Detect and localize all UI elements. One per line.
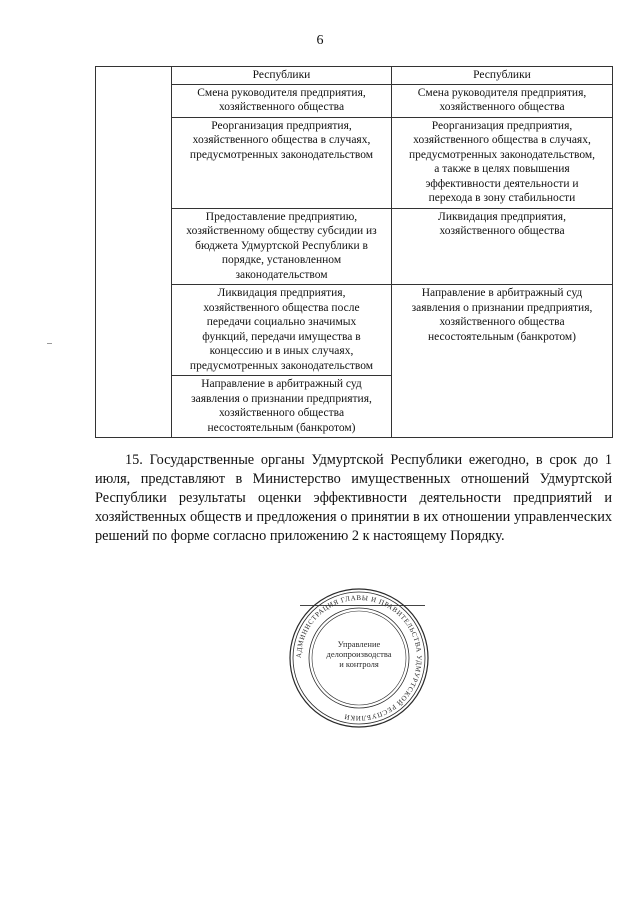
cell-line: хозяйственного общества после (203, 301, 360, 314)
table-row (96, 84, 613, 117)
cell-line: несостоятельным (банкротом) (427, 330, 577, 343)
cell-line: Смена руководителя предприятия, (197, 86, 366, 99)
cell-line: хозяйственного общества в случаях, (192, 134, 371, 146)
cell-line: Направление в арбитражный суд (421, 287, 583, 299)
cell-line: предусмотренных законодательством (189, 148, 374, 161)
margin-mark (47, 343, 52, 344)
cell-line: хозяйственного общества (439, 225, 565, 237)
table-row (96, 208, 613, 285)
table-cell-left (172, 208, 392, 285)
seal-center-text (327, 639, 392, 669)
cell-line: Ликвидация предприятия, (438, 210, 566, 223)
cell-line: хозяйственного общества (218, 407, 345, 419)
measures-table (95, 66, 613, 438)
table-row (96, 117, 613, 208)
seal-center-line: делопроизводства (326, 649, 392, 659)
table-header-row (96, 67, 613, 85)
cell-line: заявления о признании предприятия, (411, 301, 593, 314)
header-right-cell: Республики (392, 67, 613, 85)
cell-line: хозяйственного общества (439, 316, 565, 328)
page-number: 6 (316, 33, 324, 48)
table-row (96, 285, 613, 376)
cell-line: перехода в зону стабильности (428, 192, 576, 204)
cell-line: Реорганизация предприятия, (211, 119, 352, 132)
cell-line: несостоятельным (банкротом) (207, 421, 356, 434)
cell-line: Ликвидация предприятия, (217, 287, 346, 299)
paragraph-text: 15. Государственные органы Удмуртской Республики ежегодно, в срок до 1 июля, представляют в Министерство имущественных отношений Удмуртской Республики результаты оценки эффективности деятельности предприятий и хозяйственных обществ и предложения о принятии в их отношении управленческих решений по форме согласно приложению 2 к настоящему Порядку. (95, 452, 612, 544)
paragraph-15 (95, 451, 612, 546)
table-cell-left (172, 285, 392, 376)
cell-line: бюджета Удмуртской Республики в (195, 239, 368, 252)
cell-line: хозяйственного общества (218, 101, 345, 113)
seal-center-line: и контроля (339, 659, 379, 669)
cell-line: законодательством (235, 268, 328, 281)
table-cell-right (392, 117, 613, 208)
cell-line: порядке, установленном (221, 254, 342, 266)
table-cell-right (392, 376, 613, 438)
table-cell-right (392, 285, 613, 376)
cell-line: Предоставление предприятию, (205, 210, 358, 223)
table-cell-left (172, 376, 392, 438)
table-body (96, 67, 613, 438)
cell-line: передачи социально значимых (206, 316, 357, 328)
seal-ring-text: АДМИНИСТРАЦИЯ ГЛАВЫ И ПРАВИТЕЛЬСТВА УДМУРТСКОЙ РЕСПУБЛИКИ (294, 593, 424, 723)
cell-line: концессию и в иных случаях, (209, 345, 354, 357)
cell-line: Реорганизация предприятия, (431, 119, 573, 132)
table-cell-right (392, 208, 613, 285)
cell-line: заявления о признании предприятия, (191, 392, 372, 405)
cell-line: хозяйственному обществу субсидии из (186, 225, 377, 237)
table-cell-left (172, 117, 392, 208)
cell-line: Смена руководителя предприятия, (417, 86, 587, 99)
cell-line: предусмотренных законодательством, (408, 148, 596, 161)
cell-line: хозяйственного общества (439, 101, 565, 113)
header-left-cell: Республики (172, 67, 392, 85)
table-row (96, 376, 613, 438)
cell-line: Направление в арбитражный суд (201, 378, 362, 390)
cell-line: хозяйственного общества в случаях, (413, 134, 591, 146)
cell-line: а также в целях повышения (434, 163, 570, 175)
empty-left-column (96, 67, 172, 438)
seal-center-line: Управление (337, 639, 381, 649)
cell-line: функций, передачи имущества в (202, 330, 361, 343)
table-cell-left (172, 84, 392, 117)
table-cell-right (392, 84, 613, 117)
official-seal (288, 587, 430, 729)
cell-line: эффективности деятельности и (425, 177, 579, 190)
cell-line: предусмотренных законодательством (189, 359, 374, 372)
